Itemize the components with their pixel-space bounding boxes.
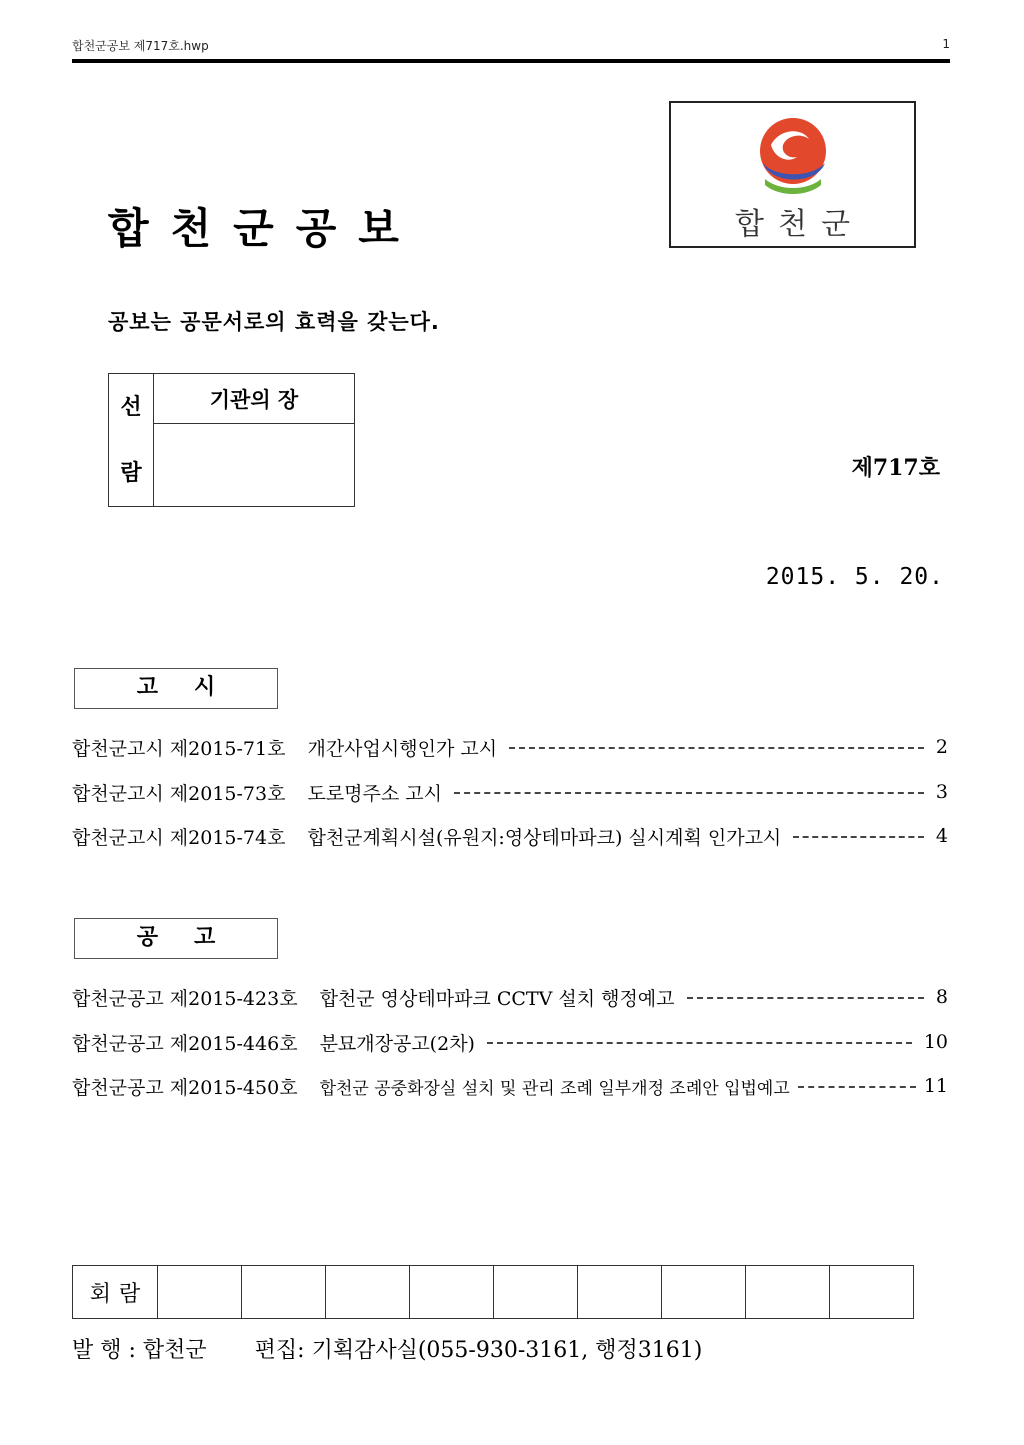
header-page-number: 1 [942, 37, 950, 51]
circulation-label-top: 선 [120, 394, 142, 420]
issue-date: 2015. 5. 20. [765, 564, 944, 590]
toc-entry-number: 합천군고시 제2015-74호 [72, 826, 286, 849]
circulation-header: 기관의 장 [154, 374, 355, 424]
routing-cell [242, 1266, 326, 1319]
routing-cell [746, 1266, 830, 1319]
circulation-label [109, 374, 154, 507]
toc-entry-page: 4 [935, 825, 948, 847]
routing-cell [662, 1266, 746, 1319]
toc-leader [487, 1042, 912, 1044]
section-heading-notices: 고시 [74, 668, 278, 709]
toc-entry[interactable] [72, 779, 948, 805]
header-filename: 합천군공보 제717호.hwp [72, 39, 209, 53]
toc-entry-title: 분묘개장공고(2차) [319, 1032, 475, 1055]
routing-cell [326, 1266, 410, 1319]
circulation-signature-cell [154, 424, 355, 507]
footer-editor: 편집: 기획감사실(055-930-3161, 행정3161) [254, 1338, 703, 1363]
toc-entry-page: 2 [935, 736, 948, 758]
toc-entry-page: 11 [923, 1075, 948, 1097]
header-rule [72, 59, 950, 63]
toc-entry-number: 합천군고시 제2015-71호 [72, 737, 286, 760]
routing-cell [578, 1266, 662, 1319]
toc-entry[interactable] [72, 1073, 948, 1099]
gazette-title: 합천군공보 [108, 204, 421, 253]
section-heading-announcements: 공고 [74, 918, 278, 959]
county-logo [669, 101, 916, 248]
issue-number: 제717호 [851, 455, 940, 481]
toc-entry-title: 합천군계획시설(유원지:영상테마파크) 실시계획 인가고시 [307, 826, 782, 849]
routing-cell [410, 1266, 494, 1319]
toc-entry-title: 합천군 공중화장실 설치 및 관리 조례 일부개정 조례안 입법예고 [319, 1078, 790, 1099]
toc-entry-number: 합천군고시 제2015-73호 [72, 782, 286, 805]
toc-entry[interactable] [72, 734, 948, 760]
logo-county-name: 합천군 [735, 207, 864, 242]
circulation-label-bottom: 람 [120, 460, 142, 486]
toc-leader [798, 1086, 916, 1088]
toc-entry-number: 합천군공고 제2015-423호 [72, 987, 298, 1010]
footer-publisher: 발 행 : 합천군 [72, 1338, 207, 1363]
toc-entry-number: 합천군공고 제2015-450호 [72, 1076, 298, 1099]
routing-cell [158, 1266, 242, 1319]
publication-footer [72, 1333, 702, 1364]
toc-entry[interactable] [72, 1029, 948, 1055]
toc-entry-page: 10 [923, 1031, 948, 1053]
toc-entry[interactable] [72, 984, 948, 1010]
toc-entry[interactable] [72, 823, 948, 849]
toc-entry-title: 도로명주소 고시 [307, 782, 442, 805]
toc-leader [793, 836, 924, 838]
circulation-box [108, 373, 355, 507]
routing-label: 회람 [73, 1266, 158, 1319]
toc-leader [454, 792, 924, 794]
toc-entry-title: 개간사업시행인가 고시 [307, 737, 498, 760]
routing-cell [830, 1266, 914, 1319]
toc-leader [687, 997, 924, 999]
toc-entry-title: 합천군 영상테마파크 CCTV 설치 행정예고 [319, 987, 675, 1010]
toc-entry-page: 3 [935, 781, 948, 803]
toc-entry-number: 합천군공고 제2015-446호 [72, 1032, 298, 1055]
toc-leader [509, 747, 924, 749]
county-emblem-icon [755, 115, 831, 201]
routing-table [72, 1265, 914, 1319]
routing-cell [494, 1266, 578, 1319]
toc-entry-page: 8 [935, 986, 948, 1008]
gazette-subtitle: 공보는 공문서로의 효력을 갖는다. [108, 310, 440, 334]
